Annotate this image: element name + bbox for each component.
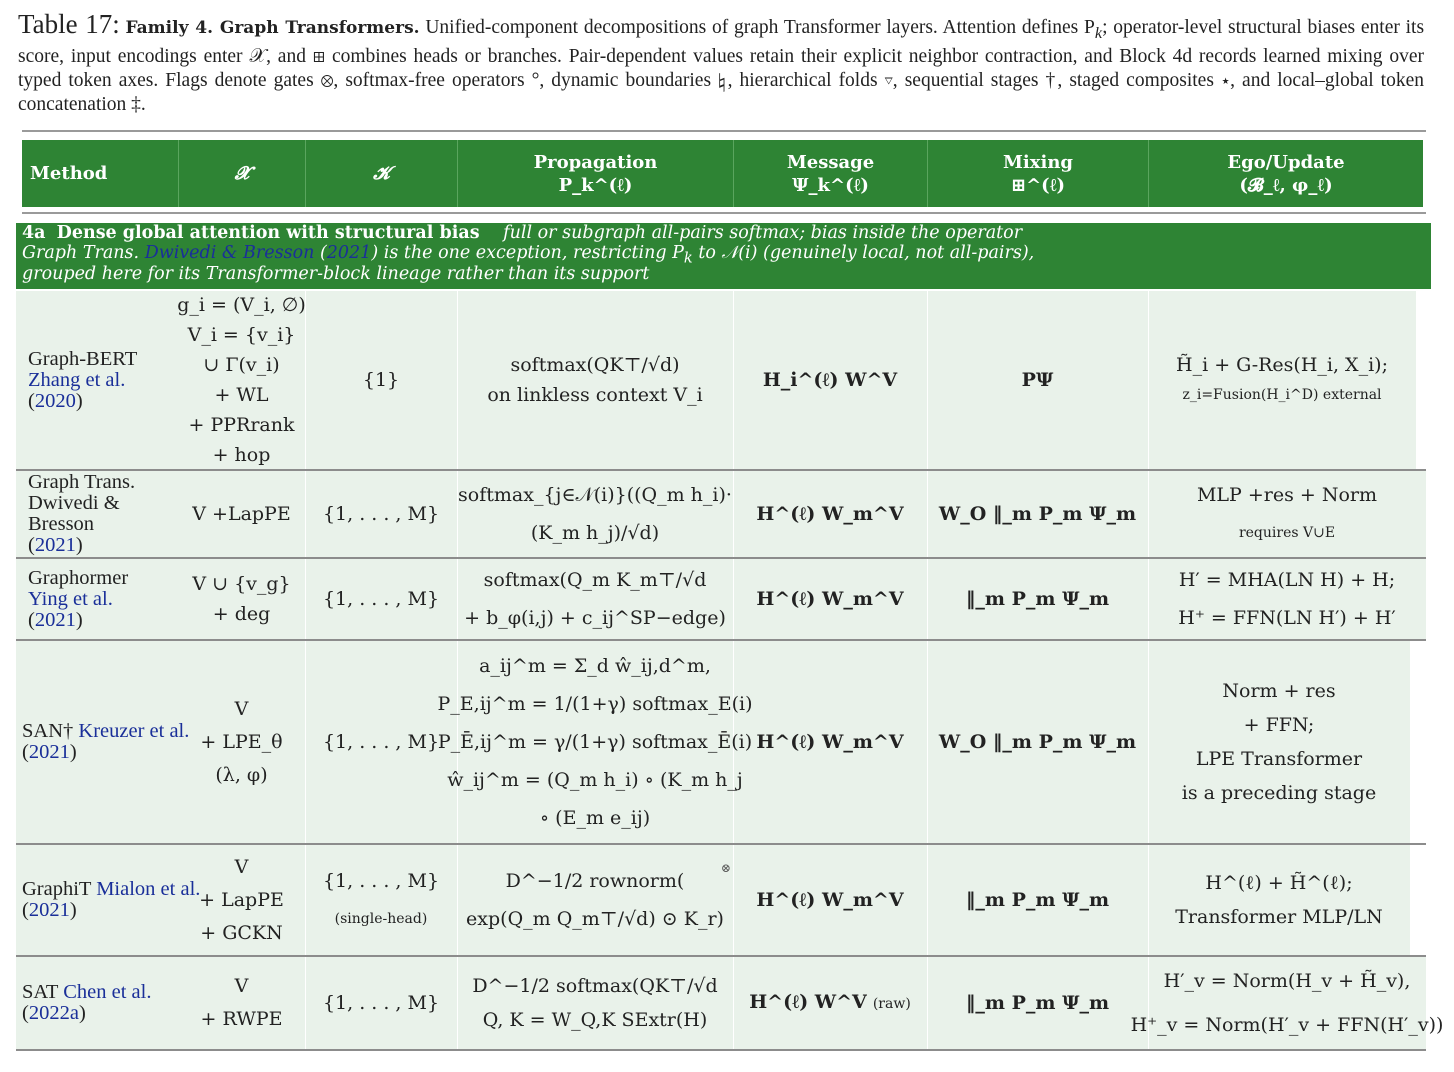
- ego-line: + FFN;: [1243, 714, 1315, 736]
- mixing-cell: [927, 559, 1149, 639]
- k-cell: [305, 291, 458, 469]
- k-note: (single-head): [334, 911, 428, 927]
- propagation-cell: [457, 559, 734, 639]
- k-cell: [305, 957, 458, 1049]
- method-year[interactable]: 2021: [28, 741, 70, 763]
- ego-line: MLP +res + Norm: [1196, 484, 1378, 506]
- header-k: [306, 140, 458, 207]
- x-line: + deg: [212, 603, 271, 625]
- k-cell: [305, 471, 458, 557]
- header-mixing: [928, 140, 1149, 207]
- propagation-line: D^−1/2 softmax(QK⊤/√d: [472, 975, 718, 997]
- group-note-citation[interactable]: Dwivedi & Bresson: [144, 243, 315, 263]
- header-mixing-symbol: ⊞^(ℓ): [1011, 174, 1065, 196]
- method-name: Graph Trans.: [28, 471, 136, 493]
- x-cell: [178, 471, 306, 557]
- method-citation[interactable]: Kreuzer et al.: [78, 720, 190, 742]
- ego-line: z_i=Fusion(H_i^D) external: [1182, 387, 1382, 403]
- message-value: H_i^(ℓ) W^V: [762, 369, 898, 391]
- message-value: H^(ℓ) W_m^V: [756, 588, 904, 610]
- ego-line: H^(ℓ) + H̃^(ℓ);: [1205, 872, 1353, 894]
- ego-line: H⁺ = FFN(LN H′) + H′: [1178, 607, 1396, 629]
- group-note-text-c: to 𝒩(i) (genuinely local, not all-pairs),: [692, 243, 1035, 263]
- method-year[interactable]: 2021: [34, 608, 76, 631]
- x-cell: [178, 845, 306, 955]
- mixing-cell: [927, 291, 1149, 469]
- group-note-year[interactable]: 2021: [326, 243, 372, 263]
- header-ego-symbol: (𝓑_ℓ, φ_ℓ): [1239, 174, 1333, 196]
- mixing-value: ‖_m P_m Ψ_m: [965, 889, 1110, 911]
- header-ego-label: Ego/Update: [1227, 151, 1345, 173]
- ego-line: H̃_i + G-Res(H_i, X_i);: [1176, 354, 1388, 376]
- method-year[interactable]: 2021: [34, 534, 76, 556]
- table-label: Table 17:: [18, 9, 120, 39]
- header-method: [22, 140, 179, 207]
- propagation-line: on linkless context V_i: [487, 384, 703, 406]
- table-row-graph-bert: [16, 291, 1416, 469]
- x-line: + WL: [214, 384, 269, 406]
- k-value: {1, . . . , M}: [322, 588, 440, 610]
- table-row-graph-trans: [16, 471, 1426, 557]
- propagation-cell: [457, 957, 734, 1049]
- mixing-cell: [927, 471, 1149, 557]
- mixing-cell: [927, 845, 1149, 955]
- row-divider: [16, 1049, 1426, 1051]
- method-cell: SAN† Kreuzer et al. (2021): [22, 720, 190, 763]
- group-note-line: Graph Trans. Dwivedi & Bresson (2021) is the one exception, restricting $P_k$ to 𝒩(i) (genuinely local, not all-pairs),: [22, 243, 1035, 267]
- caption-line-1: Unified-component decompositions of graph Transformer layers. Attention defines P: [425, 17, 1095, 38]
- x-line: V: [234, 975, 249, 997]
- x-line: g_i = (V_i, ∅): [177, 294, 306, 316]
- mixing-value: ‖_m P_m Ψ_m: [965, 992, 1110, 1014]
- header-ego-update: [1149, 140, 1423, 207]
- x-line: + LPE_θ: [200, 730, 283, 753]
- group-note-method: Graph Trans.: [22, 243, 140, 263]
- method-cell: SAT Chen et al. (2022a): [22, 981, 152, 1024]
- table-row-graphit: [16, 845, 1410, 955]
- top-rule: [22, 130, 1426, 132]
- mixing-value: W_O ‖_m P_m Ψ_m: [938, 503, 1137, 525]
- method-citation: Dwivedi & Bresson: [28, 492, 120, 535]
- k-value: {1}: [362, 369, 400, 391]
- ego-cell: [1130, 957, 1444, 1049]
- message-value: H^(ℓ) W^V: [749, 991, 867, 1013]
- method-citation[interactable]: Chen et al.: [63, 981, 152, 1003]
- method-citation[interactable]: Zhang et al.: [28, 368, 126, 391]
- header-x: [179, 140, 306, 207]
- header-message-label: Message: [786, 151, 875, 173]
- ego-cell: [1148, 291, 1416, 469]
- propagation-line: ŵ_ij^m = (Q_m h_i) ∘ (K_m h_j: [447, 769, 743, 791]
- table-row-graphormer: [16, 559, 1426, 639]
- x-cell: [178, 641, 306, 843]
- x-line: + LapPE: [199, 888, 284, 911]
- ego-line: H⁺_v = Norm(H′_v + FFN(H′_v)): [1130, 1014, 1444, 1036]
- method-cell: Graphormer Ying et al. (2021): [28, 566, 129, 631]
- propagation-line: softmax_{j∈𝒩(i)}((Q_m h_i)·: [458, 484, 732, 506]
- caption-line-1-sub: k: [1094, 23, 1103, 42]
- group-note-text-b: ) is the one exception, restricting P: [371, 243, 684, 263]
- propagation-cell: [457, 291, 734, 469]
- propagation-cell: [457, 471, 734, 557]
- header-bottom-rule: [22, 212, 1426, 214]
- propagation-line: a_ij^m = Σ_d ŵ_ij,d^m,: [479, 655, 711, 677]
- group-id: 4a: [22, 223, 46, 243]
- k-value: {1, . . . , M}: [322, 870, 440, 892]
- ego-cell: [1148, 641, 1410, 843]
- propagation-line: + b_φ(i,j) + c_ij^SP−edge): [464, 607, 726, 629]
- ego-line: Transformer MLP/LN: [1175, 906, 1383, 928]
- message-note: (raw): [872, 996, 911, 1012]
- method-name: SAN†: [22, 720, 74, 742]
- message-value: H^(ℓ) W_m^V: [756, 503, 904, 525]
- k-cell: [305, 559, 458, 639]
- message-value: H^(ℓ) W_m^V: [756, 731, 904, 753]
- x-cell: [178, 957, 306, 1049]
- mixing-cell: [927, 957, 1149, 1049]
- group-title-line: [22, 223, 1022, 244]
- caption-line-4: operators °, dynamic boundaries ♮, hierarchical folds ▿, sequential stages †, staged composites ⋆, and local–global token concatenation ‡.: [18, 69, 1424, 115]
- x-line: + PPRrank: [188, 414, 295, 436]
- method-citation[interactable]: Ying et al.: [28, 587, 113, 610]
- header-x-label: 𝓧: [234, 163, 250, 184]
- x-line: ∪ Γ(v_i): [203, 354, 280, 376]
- message-cell: [733, 641, 928, 843]
- x-line: V ∪ {v_g}: [192, 573, 291, 595]
- message-value: H^(ℓ) W_m^V: [756, 889, 904, 911]
- k-value: {1, . . . , M}: [322, 503, 440, 525]
- propagation-cell: [457, 845, 734, 955]
- propagation-line: P_Ē,ij^m = γ/(1+γ) softmax_Ē(i): [437, 731, 753, 753]
- ego-cell: [1148, 559, 1426, 639]
- group-header-4a: [16, 223, 1431, 289]
- ego-line: H′_v = Norm(H_v + H̃_v),: [1163, 970, 1411, 992]
- caption-line-2: operator-level structural biases enter its score, input encodings enter 𝒳, and ⊞ combines heads or branches. Pair-dependent values retain: [18, 17, 1425, 67]
- k-value: {1, . . . , M}: [322, 992, 440, 1014]
- x-line: V +LapPE: [192, 503, 291, 525]
- table-header: [22, 140, 1423, 207]
- header-method-label: Method: [30, 163, 108, 184]
- header-propagation-symbol: P_k^(ℓ): [558, 174, 633, 196]
- propagation-line: exp(Q_m Q_m⊤/√d) ⊙ K_r): [466, 908, 724, 930]
- header-message-symbol: Ψ_k^(ℓ): [792, 174, 869, 196]
- message-cell: [733, 957, 928, 1049]
- method-name: Graph-BERT: [28, 347, 138, 370]
- group-title: Dense global attention with structural bias: [56, 223, 480, 243]
- ego-line: Norm + res: [1222, 680, 1336, 702]
- mixing-value: ‖_m P_m Ψ_m: [965, 588, 1110, 610]
- k-cell: [305, 845, 458, 955]
- table-row-sat: [16, 957, 1444, 1049]
- propagation-line: D^−1/2 rownorm(: [505, 870, 685, 892]
- method-name: SAT: [22, 981, 59, 1003]
- header-mixing-label: Mixing: [1002, 151, 1073, 173]
- ego-line: requires V∪E: [1238, 525, 1336, 541]
- message-cell: [733, 559, 928, 639]
- gate-flag-icon: ⊗: [720, 861, 731, 875]
- method-cell: Graph-BERT Zhang et al. (2020): [28, 347, 138, 412]
- group-note-line-3: grouped here for its Transformer-block lineage rather than its support: [22, 264, 650, 284]
- mixing-cell: [927, 641, 1149, 843]
- caption-line-3: their explicit neighbor contraction, and Block 4d records learned mixing over typed token axes. Flags denote gates ⊗, softmax-free: [18, 45, 1424, 91]
- message-cell: [733, 845, 928, 955]
- ego-cell: [1148, 845, 1410, 955]
- header-message: [734, 140, 928, 207]
- propagation-cell: [437, 641, 753, 843]
- propagation-line: ∘ (E_m e_ij): [539, 807, 651, 829]
- header-propagation-label: Propagation: [533, 151, 658, 173]
- x-line: + hop: [212, 444, 271, 466]
- family-title: Family 4. Graph Transformers.: [125, 18, 420, 38]
- x-line: + RWPE: [200, 1008, 283, 1030]
- ego-line: H′ = MHA(LN H) + H;: [1178, 569, 1396, 591]
- x-line: V: [234, 855, 249, 878]
- header-k-label: 𝓚: [373, 163, 390, 184]
- propagation-line: Q, K = W_Q,K SExtr(H): [482, 1009, 708, 1031]
- message-cell: [733, 291, 928, 469]
- x-line: + GCKN: [200, 921, 283, 944]
- x-cell: [178, 291, 306, 469]
- method-cell: Graph Trans. Dwivedi & Bresson (2021): [28, 471, 178, 557]
- x-line: (λ, φ): [215, 763, 268, 786]
- method-year[interactable]: 2020: [34, 389, 76, 412]
- ego-line: LPE Transformer: [1195, 748, 1363, 770]
- propagation-line: softmax(Q_m K_m⊤/√d: [483, 569, 707, 591]
- method-name: Graphormer: [28, 566, 129, 589]
- mixing-value: PΨ: [1021, 369, 1054, 391]
- ego-line: is a preceding stage: [1181, 782, 1377, 804]
- propagation-line: softmax(QK⊤/√d): [510, 354, 680, 376]
- k-cell: [305, 641, 458, 843]
- method-year[interactable]: 2021: [28, 899, 70, 921]
- x-cell: [178, 559, 306, 639]
- header-propagation: [458, 140, 734, 207]
- x-line: V_i = {v_i}: [187, 324, 296, 346]
- x-line: V: [234, 697, 249, 720]
- mixing-value: W_O ‖_m P_m Ψ_m: [938, 731, 1137, 753]
- group-subtitle: full or subgraph all-pairs softmax; bias inside the operator: [503, 223, 1023, 243]
- ego-cell: [1148, 471, 1426, 557]
- table-caption: [18, 9, 1425, 117]
- propagation-line: (K_m h_j)/√d): [530, 522, 660, 544]
- method-citation[interactable]: Mialon et al.: [96, 878, 201, 900]
- table-row-san: [16, 641, 1410, 843]
- method-year[interactable]: 2022a: [28, 1002, 79, 1024]
- method-cell: GraphiT Mialon et al. (2021): [22, 878, 201, 921]
- propagation-line: P_E,ij^m = 1/(1+γ) softmax_E(i): [437, 693, 753, 715]
- message-cell: [733, 471, 928, 557]
- caption-line-1-end: ;: [1102, 17, 1108, 38]
- k-value: {1, . . . , M}: [322, 731, 440, 753]
- method-name: GraphiT: [22, 878, 92, 900]
